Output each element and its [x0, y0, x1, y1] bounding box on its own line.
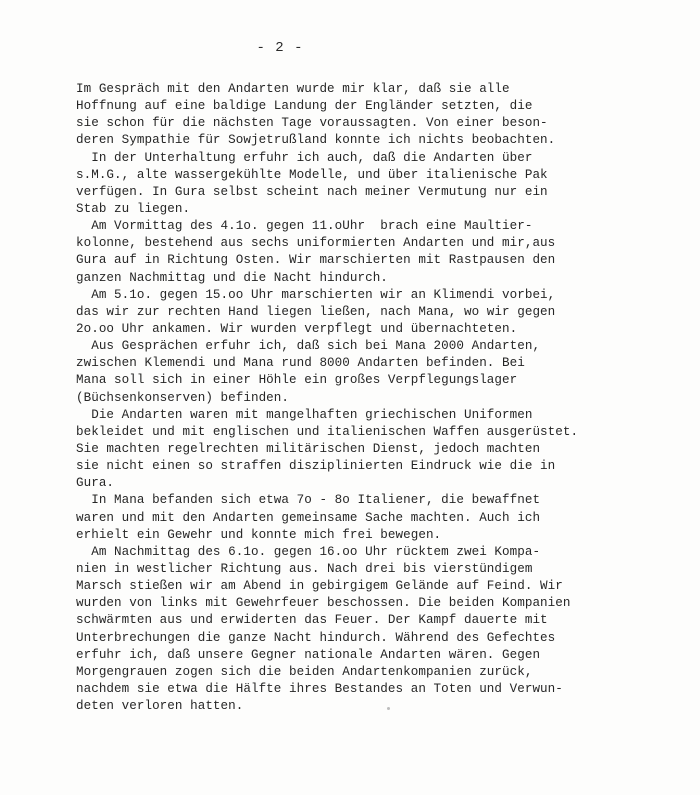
text-line: Gura. — [76, 476, 115, 491]
text-line: sie nicht einen so straffen disziplinierten Eindruck wie die in — [76, 459, 556, 474]
page-number: - 2 - — [256, 40, 304, 56]
text-line: Die Andarten waren mit mangelhaften griechischen Uniformen — [76, 407, 533, 422]
text-line: Im Gespräch mit den Andarten wurde mir klar, daß sie alle — [76, 82, 510, 96]
text-line: Am Vormittag des 4.1o. gegen 11.oUhr brach eine Maultier- — [76, 219, 533, 234]
text-line: Am Nachmittag des 6.1o. gegen 16.oo Uhr rücktem zwei Kompa- — [76, 544, 541, 559]
text-line: ganzen Nachmittag und die Nacht hindurch. — [76, 270, 388, 285]
text-line: Mana soll sich in einer Höhle ein großes Verpflegungslager — [76, 373, 518, 388]
text-line: das wir zur rechten Hand liegen ließen, nach Mana, wo wir gegen — [76, 304, 556, 319]
text-line: Sie machten regelrechten militärischen Dienst, jedoch machten — [76, 441, 541, 456]
text-line: Am 5.1o. gegen 15.oo Uhr marschierten wir an Klimendi vorbei, — [76, 287, 556, 302]
text-line: nien in westlicher Richtung aus. Nach drei bis vierstündigem — [76, 561, 533, 576]
text-line: In der Unterhaltung erfuhr ich auch, daß die Andarten über — [76, 150, 533, 165]
text-line: Morgengrauen zogen sich die beiden Andartenkompanien zurück, — [76, 664, 533, 679]
text-line: In Mana befanden sich etwa 7o - 8o Italiener, die bewaffnet — [76, 493, 541, 508]
text-line: s.M.G., alte wassergekühlte Modelle, und über italienische Pak — [76, 167, 548, 182]
text-line: verfügen. In Gura selbst scheint nach meiner Vermutung nur ein — [76, 184, 548, 199]
text-line: (Büchsenkonserven) befinden. — [76, 390, 290, 405]
body-text — [76, 81, 636, 715]
text-line: bekleidet und mit englischen und italienischen Waffen ausgerüstet. — [76, 424, 579, 439]
text-line: Unterbrechungen die ganze Nacht hindurch. Während des Gefechtes — [76, 630, 556, 645]
text-line: sie schon für die nächsten Tage voraussagten. Von einer beson- — [76, 116, 548, 131]
text-line: Aus Gesprächen erfuhr ich, daß sich bei Mana 2000 Andarten, — [76, 339, 541, 354]
text-line: Stab zu liegen. — [76, 201, 191, 216]
text-line: erhielt ein Gewehr und konnte mich frei bewegen. — [76, 527, 442, 542]
text-line: erfuhr ich, daß unsere Gegner nationale Andarten wären. Gegen — [76, 647, 541, 662]
text-line: deren Sympathie für Sowjetrußland konnte ich nichts beobachten. — [76, 133, 556, 148]
text-line: Marsch stießen wir am Abend in gebirgigem Gelände auf Feind. Wir — [76, 579, 563, 594]
text-line: kolonne, bestehend aus sechs uniformierten Andarten und mir,aus — [76, 236, 556, 251]
paper-speck — [387, 707, 390, 710]
text-line: nachdem sie etwa die Hälfte ihres Bestandes an Toten und Verwun- — [76, 681, 563, 696]
text-line: Hoffnung auf eine baldige Landung der Engländer setzten, die — [76, 99, 533, 114]
text-line: deten verloren hatten. — [76, 699, 244, 714]
text-line: schwärmten aus und erwiderten das Feuer. Der Kampf dauerte mit — [76, 613, 548, 628]
text-line: zwischen Klemendi und Mana rund 8000 Andarten befinden. Bei — [76, 356, 525, 371]
text-line: Gura auf in Richtung Osten. Wir marschierten mit Rastpausen den — [76, 253, 556, 268]
text-line: 2o.oo Uhr ankamen. Wir wurden verpflegt und übernachteten. — [76, 321, 518, 336]
text-line: waren und mit den Andarten gemeinsame Sache machten. Auch ich — [76, 510, 541, 525]
text-line: wurden von links mit Gewehrfeuer beschossen. Die beiden Kompanien — [76, 596, 571, 611]
